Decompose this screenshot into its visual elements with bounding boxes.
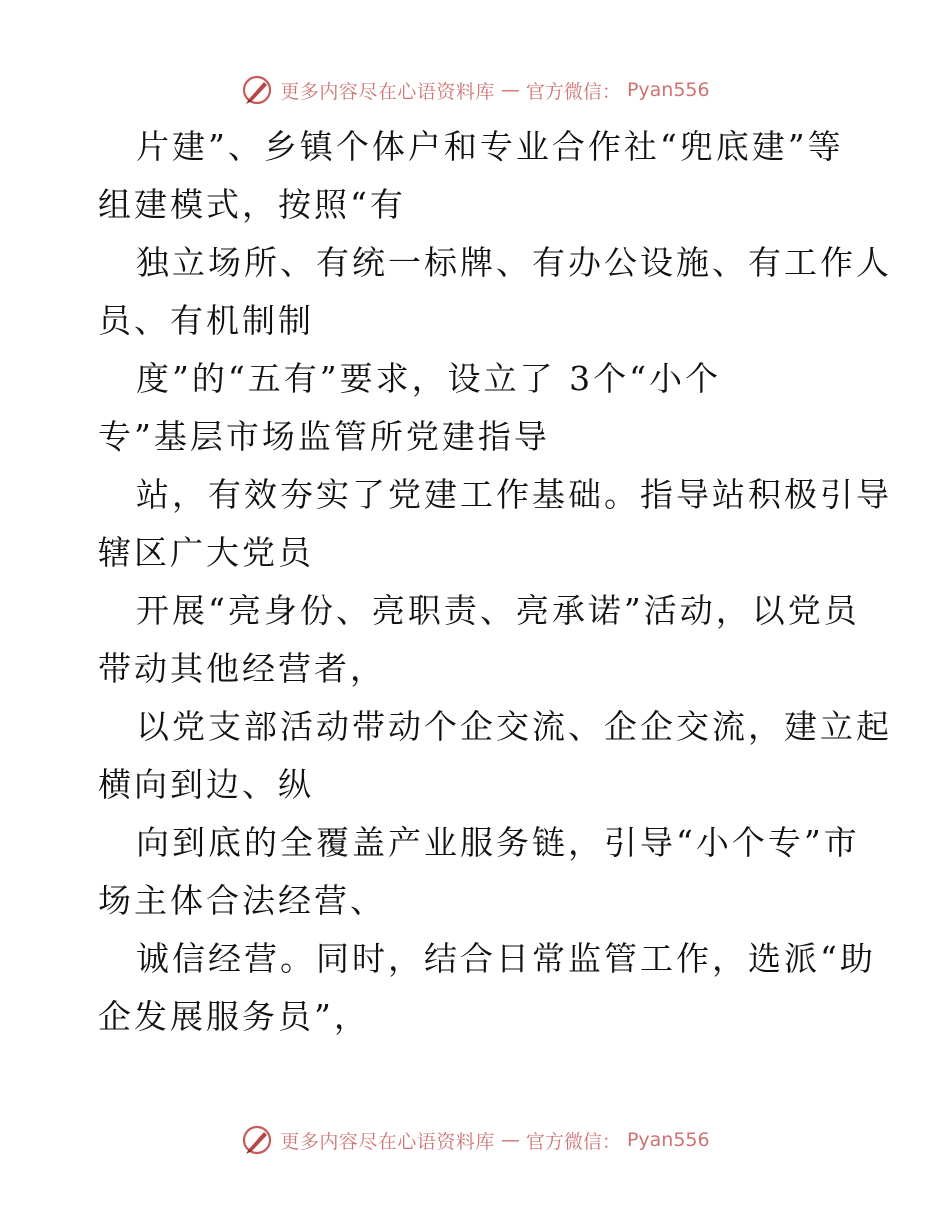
text-line: 企发展服务员”， [98, 997, 370, 1036]
quill-logo-icon [240, 73, 274, 107]
watermark-separator: — [500, 79, 520, 101]
text-line: 带动其他经营者， [98, 649, 386, 688]
watermark-site-text: 更多内容尽在心语资料库 [280, 1130, 495, 1153]
watermark-wechat-label: 官方微信： [525, 80, 621, 103]
text-line: 专”基层市场监管所党建指导 [98, 417, 550, 456]
footer-watermark [0, 1120, 950, 1160]
quill-logo-icon [240, 1123, 274, 1157]
text-line: 场主体合法经营、 [98, 881, 386, 920]
text-line: 辖区广大党员 [98, 533, 314, 572]
document-body [98, 118, 892, 1046]
text-line: 片建”、乡镇个体户和专业合作社“兜底建”等 [136, 127, 844, 166]
text-line: 度”的“五有”要求，设立了 3个“小个 [136, 359, 721, 398]
text-line: 开展“亮身份、亮职责、亮承诺”活动，以党员 [136, 591, 860, 630]
text-line: 独立场所、有统一标牌、有办公设施、有工作人 [136, 243, 892, 282]
text-line: 员、有机制制 [98, 301, 314, 340]
text-line: 向到底的全覆盖产业服务链，引导“小个专”市 [136, 823, 860, 862]
watermark-wechat-label: 官方微信： [525, 1130, 621, 1153]
text-line: 诚信经营。同时，结合日常监管工作，选派“助 [136, 939, 876, 978]
watermark-wechat-id: Pyan556 [626, 79, 710, 101]
text-line: 横向到边、纵 [98, 765, 314, 804]
watermark-site-text: 更多内容尽在心语资料库 [280, 80, 495, 103]
watermark-separator: — [500, 1129, 520, 1151]
text-line: 站，有效夯实了党建工作基础。指导站积极引导 [136, 475, 892, 514]
header-watermark [0, 70, 950, 110]
text-line: 以党支部活动带动个企交流、企企交流，建立起 [136, 707, 892, 746]
text-line: 组建模式，按照“有 [98, 185, 406, 224]
watermark-wechat-id: Pyan556 [626, 1129, 710, 1151]
